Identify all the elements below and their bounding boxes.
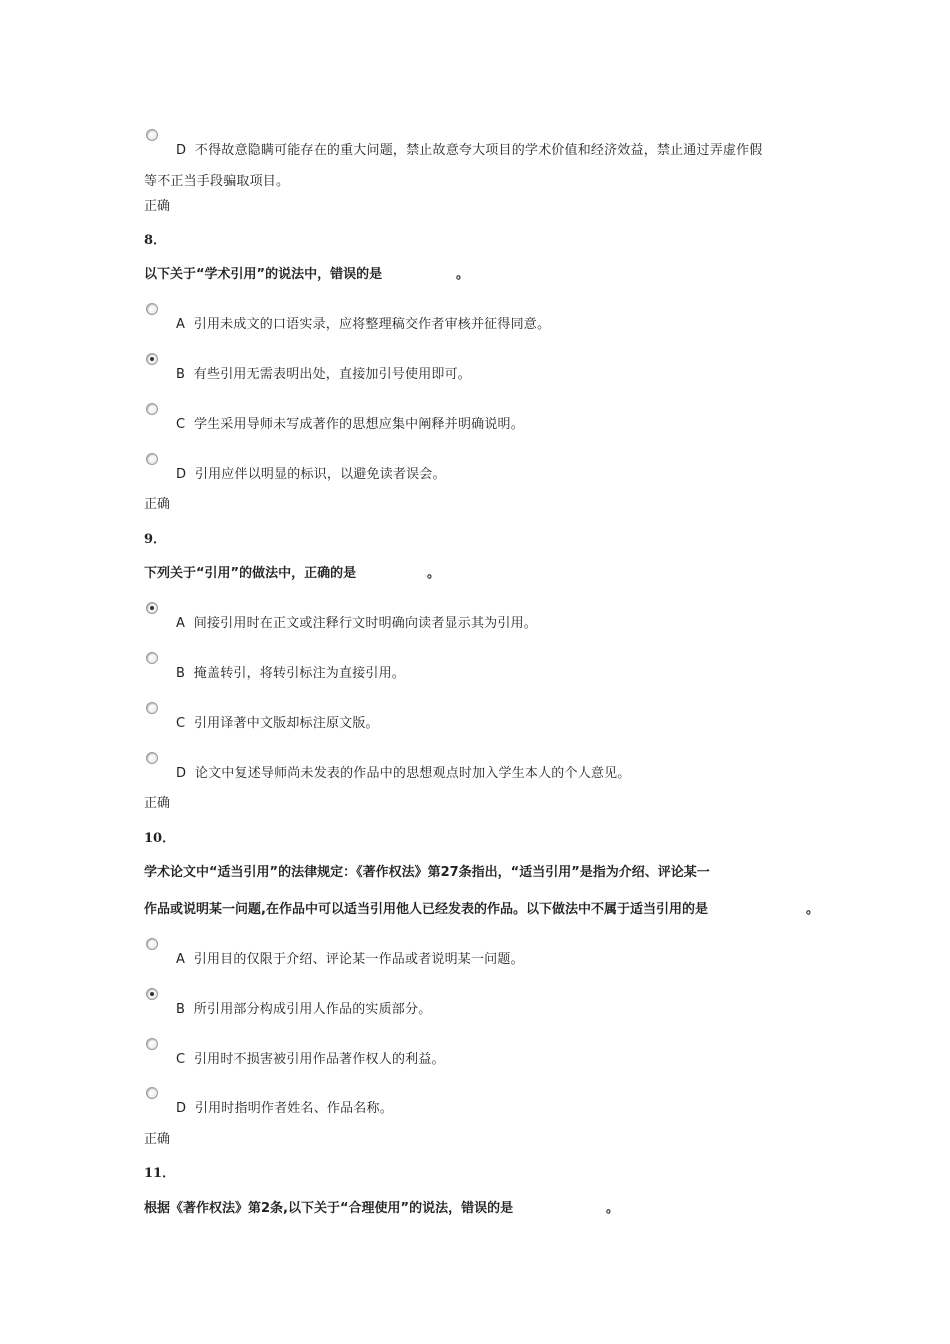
q10-stem-line2: 作品或说明某一问题,在作品中可以适当引用他人已经发表的作品。以下做法中不属于适当引用的是 xyxy=(144,902,708,917)
selected-dot-icon xyxy=(150,992,154,996)
q10-option-a-radio[interactable] xyxy=(146,938,158,950)
q10-option-a-letter: A xyxy=(176,952,186,967)
q8-option-b-letter: B xyxy=(176,367,186,382)
q10-option-b xyxy=(176,998,431,1017)
q8-option-a-radio[interactable] xyxy=(146,303,158,315)
q8-option-a-letter: A xyxy=(176,317,186,332)
q9-option-b-radio[interactable] xyxy=(146,652,158,664)
q8-option-c xyxy=(176,413,524,432)
q9-option-b-letter: B xyxy=(176,666,186,681)
q8-option-c-text: 学生采用导师未写成著作的思想应集中阐释并明确说明。 xyxy=(193,417,524,432)
q10-option-b-text: 所引用部分构成引用人作品的实质部分。 xyxy=(193,1002,432,1017)
q11-stem: 根据《著作权法》第2条,以下关于“合理使用”的说法，错误的是 xyxy=(144,1201,514,1216)
q10-stem-end: 。 xyxy=(806,902,820,917)
q9-option-a-letter: A xyxy=(176,616,186,631)
q11-stem-end: 。 xyxy=(606,1201,620,1216)
q7-option-d-text-line1: 不得故意隐瞒可能存在的重大问题，禁止故意夸大项目的学术价值和经济效益，禁止通过弄虚作假 xyxy=(194,143,763,158)
q9-option-a-radio[interactable] xyxy=(146,602,158,614)
q7-option-d-letter: D xyxy=(176,143,187,158)
q8-result: 正确 xyxy=(144,497,171,512)
q9-option-d-radio[interactable] xyxy=(146,752,158,764)
q11-number: 11． xyxy=(144,1166,176,1181)
q9-stem: 下列关于“引用”的做法中，正确的是 xyxy=(144,566,357,581)
q8-option-d-radio[interactable] xyxy=(146,453,158,465)
q9-option-b xyxy=(176,662,405,681)
q8-option-d-letter: D xyxy=(176,467,187,482)
q9-option-a-text: 间接引用时在正文或注释行文时明确向读者显示其为引用。 xyxy=(193,616,537,631)
q10-option-d-radio[interactable] xyxy=(146,1087,158,1099)
q10-option-c-letter: C xyxy=(176,1052,186,1067)
selected-dot-icon xyxy=(150,357,154,361)
q10-option-b-letter: B xyxy=(176,1002,186,1017)
q8-stem-end: 。 xyxy=(456,267,470,282)
q9-option-c-text: 引用译著中文版却标注原文版。 xyxy=(193,716,379,731)
q10-option-a xyxy=(176,948,524,967)
q7-result: 正确 xyxy=(144,199,171,214)
q9-option-c xyxy=(176,712,379,731)
q7-option-d-text-line2: 等不正当手段骗取项目。 xyxy=(144,174,290,189)
q8-stem: 以下关于“学术引用”的说法中，错误的是 xyxy=(144,267,383,282)
q10-option-b-radio[interactable] xyxy=(146,988,158,1000)
q10-option-d xyxy=(176,1097,393,1116)
q9-option-c-radio[interactable] xyxy=(146,702,158,714)
selected-dot-icon xyxy=(150,606,154,610)
q9-stem-end: 。 xyxy=(427,566,441,581)
q10-option-c xyxy=(176,1048,445,1067)
q10-option-c-text: 引用时不损害被引用作品著作权人的利益。 xyxy=(193,1052,445,1067)
q8-option-c-letter: C xyxy=(176,417,186,432)
q8-option-c-radio[interactable] xyxy=(146,403,158,415)
q8-option-b-radio[interactable] xyxy=(146,353,158,365)
q9-number: 9． xyxy=(144,532,167,547)
q10-option-c-radio[interactable] xyxy=(146,1038,158,1050)
q9-result: 正确 xyxy=(144,796,171,811)
q8-option-a xyxy=(176,313,550,332)
q8-number: 8． xyxy=(144,233,167,248)
q10-number: 10． xyxy=(144,831,176,846)
q10-option-d-text: 引用时指明作者姓名、作品名称。 xyxy=(194,1101,393,1116)
q8-option-b-text: 有些引用无需表明出处，直接加引号使用即可。 xyxy=(193,367,471,382)
q8-option-d-text: 引用应伴以明显的标识，以避免读者误会。 xyxy=(194,467,446,482)
q9-option-d xyxy=(176,762,631,781)
q7-option-d-radio[interactable] xyxy=(146,129,158,141)
q9-option-a xyxy=(176,612,537,631)
q7-option-d xyxy=(176,139,763,158)
q10-result: 正确 xyxy=(144,1132,171,1147)
q9-option-d-letter: D xyxy=(176,766,187,781)
q8-option-b xyxy=(176,363,471,382)
q10-option-a-text: 引用目的仅限于介绍、评论某一作品或者说明某一问题。 xyxy=(193,952,524,967)
q8-option-d xyxy=(176,463,446,482)
q10-stem-line1: 学术论文中“适当引用”的法律规定：《著作权法》第27条指出，“适当引用”是指为介绍、评论某一 xyxy=(144,865,710,880)
q10-option-d-letter: D xyxy=(176,1101,187,1116)
q8-option-a-text: 引用未成文的口语实录，应将整理稿交作者审核并征得同意。 xyxy=(193,317,551,332)
q9-option-c-letter: C xyxy=(176,716,186,731)
q9-option-b-text: 掩盖转引，将转引标注为直接引用。 xyxy=(193,666,405,681)
q9-option-d-text: 论文中复述导师尚未发表的作品中的思想观点时加入学生本人的个人意见。 xyxy=(194,766,631,781)
